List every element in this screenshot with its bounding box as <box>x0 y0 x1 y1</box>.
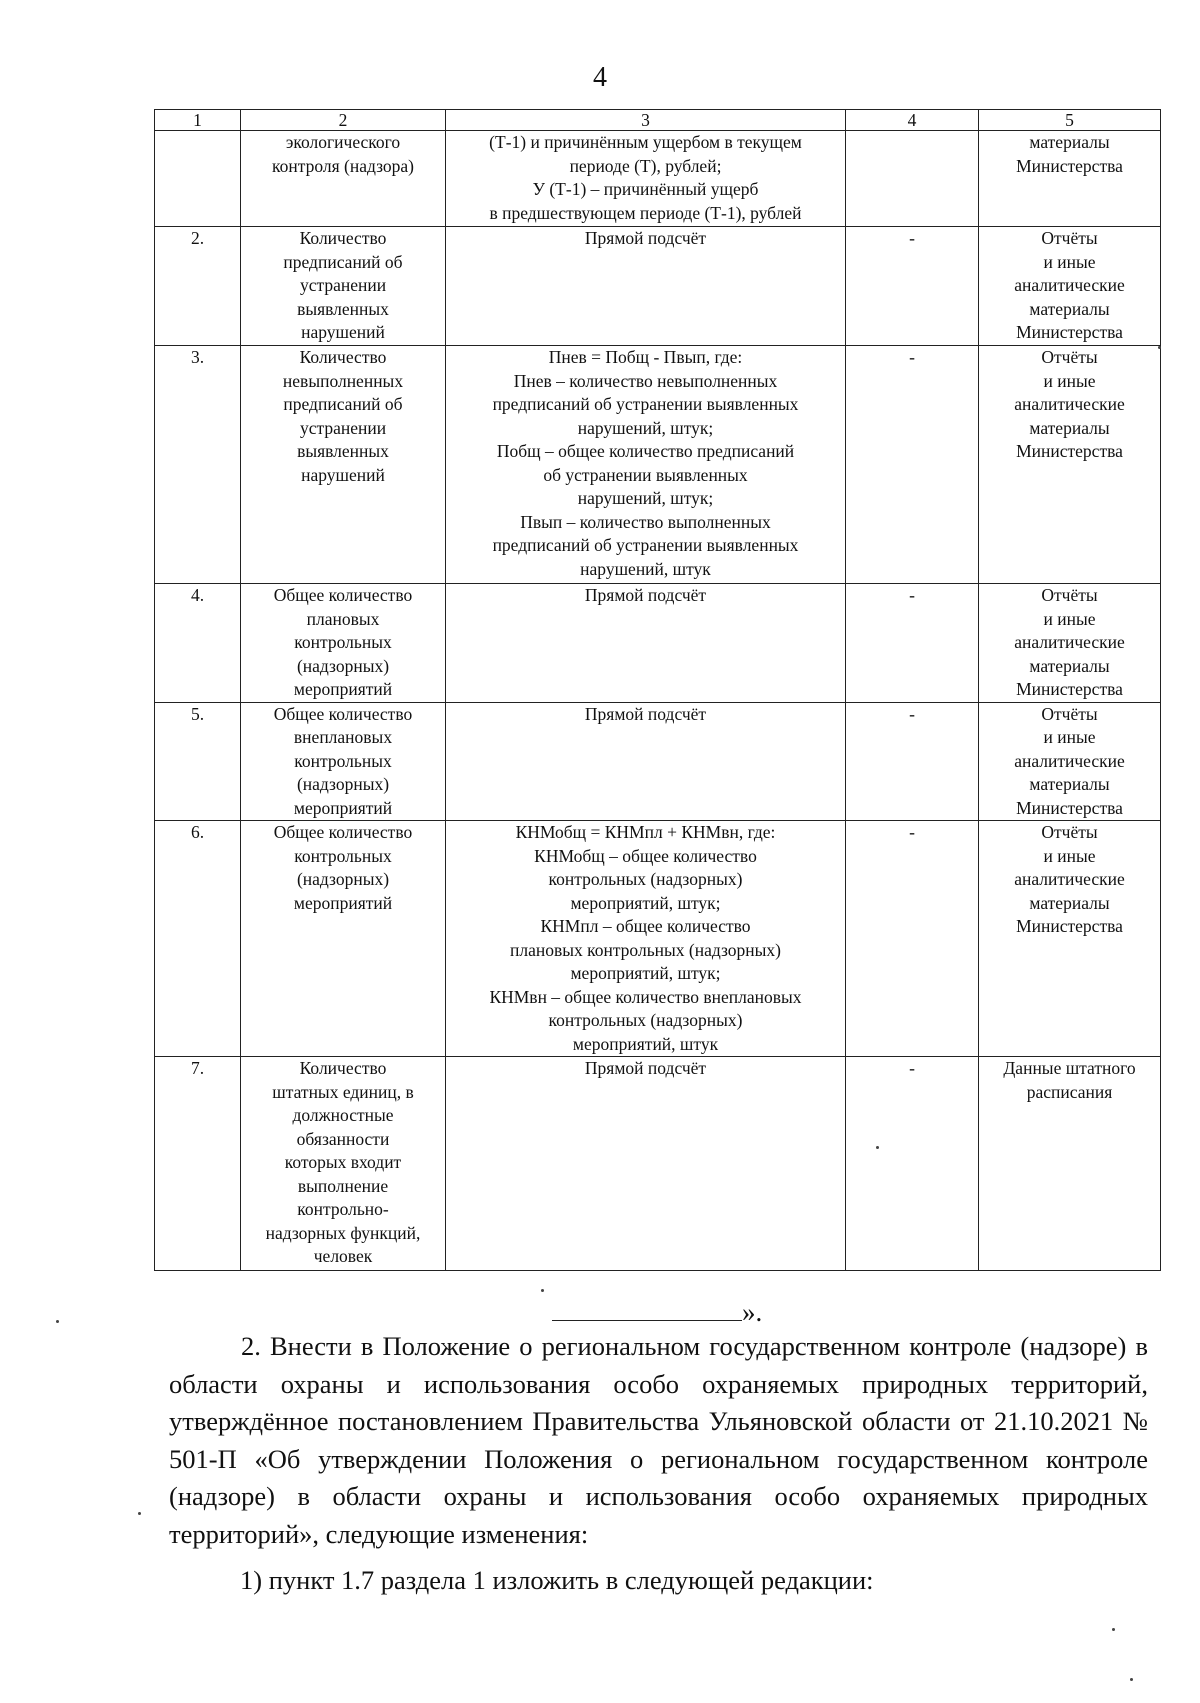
calculation-method: Пнев = Побщ - Пвып, где: Пнев – количество невыполненных предписаний об устранении выявленных нарушений, штук; Побщ – общее количество предписаний об устранении выявленных нарушений, штук; Пвып – количество выполненных предписаний об устранении выявленных нарушений, штук <box>446 346 846 584</box>
row-number: 6. <box>155 821 241 1057</box>
column-4-value: - <box>846 1057 979 1271</box>
table-header-row <box>155 110 1161 131</box>
page-number: 4 <box>593 62 607 93</box>
table-row <box>155 702 1161 821</box>
closing-underline <box>552 1298 742 1321</box>
indicator-name: Общее количество контрольных (надзорных) мероприятий <box>241 821 446 1057</box>
data-source: материалы Министерства <box>979 131 1161 227</box>
data-source: Отчёты и иные аналитические материалы Министерства <box>979 702 1161 821</box>
indicator-name: Общее количество плановых контрольных (надзорных) мероприятий <box>241 584 446 703</box>
column-4-value: - <box>846 584 979 703</box>
scan-speck <box>1112 1628 1115 1631</box>
scan-speck <box>541 1289 544 1292</box>
scan-speck <box>1158 346 1161 349</box>
calculation-method: (Т-1) и причинённым ущербом в текущем периоде (Т), рублей; У (Т-1) – причинённый ущерб в предшествующем периоде (Т-1), рублей <box>446 131 846 227</box>
column-4-value: - <box>846 702 979 821</box>
calculation-method: Прямой подсчёт <box>446 1057 846 1271</box>
table-row <box>155 1057 1161 1271</box>
closing-quote: ». <box>742 1297 763 1327</box>
row-number: 3. <box>155 346 241 584</box>
row-number <box>155 131 241 227</box>
data-source: Данные штатного расписания <box>979 1057 1161 1271</box>
row-number: 4. <box>155 584 241 703</box>
closing-quote-line <box>552 1296 762 1328</box>
data-source: Отчёты и иные аналитические материалы Министерства <box>979 346 1161 584</box>
column-4-value: - <box>846 346 979 584</box>
scan-speck <box>876 1146 879 1149</box>
data-source: Отчёты и иные аналитические материалы Министерства <box>979 821 1161 1057</box>
scan-speck <box>56 1320 59 1323</box>
row-number: 2. <box>155 227 241 346</box>
table-row <box>155 346 1161 584</box>
indicator-name: экологического контроля (надзора) <box>241 131 446 227</box>
indicator-name: Количество невыполненных предписаний об устранении выявленных нарушений <box>241 346 446 584</box>
table-row <box>155 821 1161 1057</box>
column-4-value: - <box>846 821 979 1057</box>
header-col-4: 4 <box>846 110 979 131</box>
calculation-method: Прямой подсчёт <box>446 584 846 703</box>
header-col-5: 5 <box>979 110 1161 131</box>
table-row <box>155 227 1161 346</box>
indicator-name: Количество предписаний об устранении выявленных нарушений <box>241 227 446 346</box>
scan-speck <box>138 1512 141 1515</box>
column-4-value <box>846 131 979 227</box>
header-col-1: 1 <box>155 110 241 131</box>
row-number: 7. <box>155 1057 241 1271</box>
table-row <box>155 584 1161 703</box>
column-4-value: - <box>846 227 979 346</box>
indicator-name: Количество штатных единиц, в должностные обязанности которых входит выполнение контрольно- надзорных функций, человек <box>241 1057 446 1271</box>
paragraph-2: 2. Внести в Положение о региональном государственном контроле (надзоре) в области охраны и использования особо охраняемых природных территорий, утверждённое постановлением Правительства Ульяновской области от 21.10.2021 № 501-П «Об утверждении Положения о региональном государственном контроле (надзоре) в области охраны и использования особо охраняемых природных территорий», следующие изменения: <box>169 1331 1148 1549</box>
indicator-name: Общее количество внеплановых контрольных (надзорных) мероприятий <box>241 702 446 821</box>
calculation-method: Прямой подсчёт <box>446 702 846 821</box>
scan-speck <box>1130 1678 1133 1681</box>
item-1: 1) пункт 1.7 раздела 1 изложить в следующей редакции: <box>240 1565 874 1595</box>
calculation-method: Прямой подсчёт <box>446 227 846 346</box>
data-source: Отчёты и иные аналитические материалы Министерства <box>979 227 1161 346</box>
indicators-table <box>154 109 1161 1271</box>
calculation-method: КНМобщ = КНМпл + КНМвн, где: КНМобщ – общее количество контрольных (надзорных) мероприятий, штук; КНМпл – общее количество плановых контрольных (надзорных) мероприятий, штук; КНМвн – общее количество внеплановых контрольных (надзорных) мероприятий, штук <box>446 821 846 1057</box>
data-source: Отчёты и иные аналитические материалы Министерства <box>979 584 1161 703</box>
header-col-2: 2 <box>241 110 446 131</box>
table-row <box>155 131 1161 227</box>
header-col-3: 3 <box>446 110 846 131</box>
row-number: 5. <box>155 702 241 821</box>
